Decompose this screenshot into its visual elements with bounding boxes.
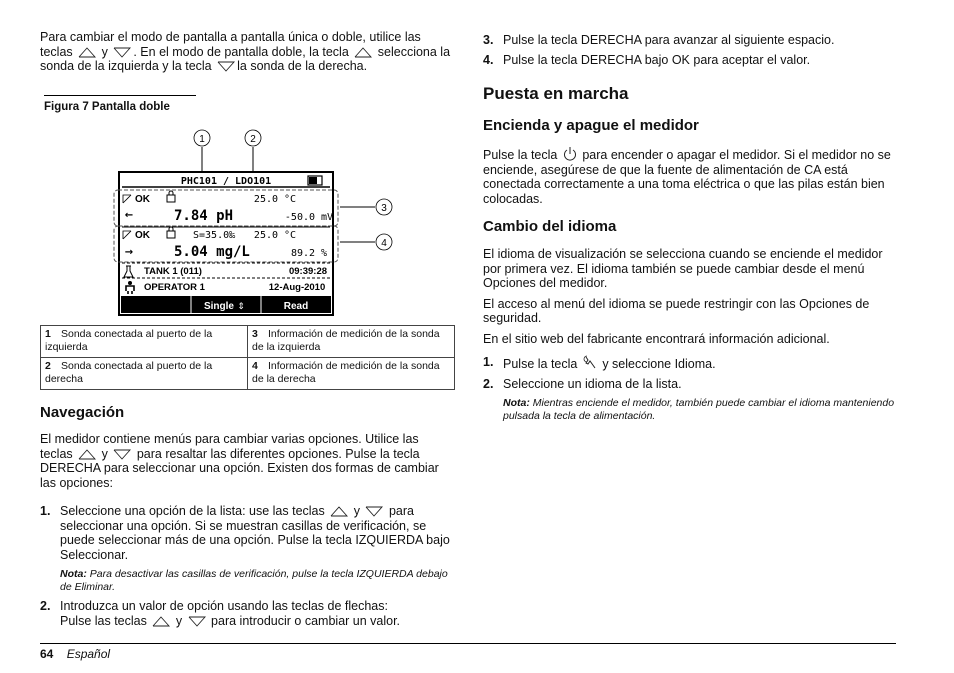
callout-4-label: 4: [381, 238, 387, 249]
language-paragraph-3: En el sitio web del fabricante encontrará información adicional.: [483, 331, 830, 346]
row1-mv: -50.0 mV: [284, 212, 334, 223]
callout-3-label: 3: [381, 203, 387, 214]
power-paragraph: Pulse la tecla para encender o apagar el medidor. Si el medidor no se enciende, asegúrese de que la fuente de alimentación de CA está conectada correctamente a una toma eléctrica o que las pilas están bien colocadas.: [483, 148, 891, 206]
operator-id: OPERATOR 1: [144, 282, 205, 293]
down-arrow-key-icon: [365, 506, 383, 517]
intro-paragraph: Para cambiar el modo de pantalla a pantalla única o doble, utilice las teclas y . En el modo de pantalla doble, la tecla selecciona la sonda de la izquierda y la tecla la sonda de la derecha.: [40, 30, 451, 74]
up-arrow-key-icon: [330, 506, 348, 517]
nav-paragraph: El medidor contiene menús para cambiar varias opciones. Utilice las teclas y para resaltar las diferentes opciones. Pulse la tecla DERECHA para seleccionar una opción. Existen dos formas de cambiar las opciones:: [40, 432, 439, 490]
footer-language: Español: [66, 647, 111, 661]
legend-cell: 2 Sonda conectada al puerto de la derecha: [41, 358, 248, 390]
callout-2-label: 2: [250, 134, 256, 145]
page-footer: [40, 643, 896, 661]
figure-caption: Figura 7 Pantalla doble: [44, 95, 196, 113]
tank-id: TANK 1 (011): [144, 266, 202, 277]
up-arrow-key-icon: [354, 47, 372, 58]
navigation-steps: [40, 504, 452, 629]
down-arrow-key-icon: [113, 47, 131, 58]
left-arrow-icon: ←: [124, 210, 134, 221]
screen-header: PHC101 / LDO101: [180, 176, 272, 187]
row2-status: OK: [135, 230, 150, 241]
heading-puesta-en-marcha: Puesta en marcha: [483, 84, 629, 103]
language-section: [483, 247, 898, 353]
language-steps: [483, 355, 898, 423]
note-2: Nota: Mientras enciende el medidor, también puede cambiar el idioma manteniendo pulsada la tecla de alimentación.: [503, 397, 895, 423]
language-paragraph-2: El acceso al menú del idioma se puede restringir con las Opciones de seguridad.: [483, 296, 870, 326]
row1-temp: 25.0 °C: [253, 194, 297, 205]
legend-cell: 3 Información de medición de la sonda de la izquierda: [248, 326, 455, 358]
up-arrow-key-icon: [78, 449, 96, 460]
row1-status: OK: [135, 194, 150, 205]
step-2: 2. Introduzca un valor de opción usando las teclas de flechas: Pulse las teclas y para introducir o cambiar un valor.: [40, 599, 401, 628]
power-section: [483, 146, 898, 212]
row2-percent: 89.2 %: [290, 248, 328, 259]
step-4: 4. Pulse la tecla DERECHA bajo OK para aceptar el valor.: [483, 52, 811, 67]
up-down-icon: ⇕: [237, 302, 245, 312]
callout-1-label: 1: [199, 134, 205, 145]
heading-cambio-idioma: Cambio del idioma: [483, 218, 617, 235]
down-arrow-key-icon: [217, 61, 235, 72]
page-number: 64: [40, 647, 54, 661]
clock-time: 09:39:28: [288, 266, 328, 277]
figure-caption-wrap: [40, 95, 196, 113]
navigation-section: [40, 432, 452, 496]
note-1: Nota: Para desactivar las casillas de verificación, pulse la tecla IZQUIERDA debajo de Eliminar.: [60, 568, 448, 594]
row2-value: 5.04 mg/L: [174, 244, 250, 260]
figure-legend-table: [40, 325, 455, 390]
wrench-key-icon: [583, 355, 597, 370]
down-arrow-key-icon: [113, 449, 131, 460]
right-steps-top: [483, 33, 898, 67]
step-1: 1. Seleccione una opción de la lista: use las teclas y para seleccionar una opción. Si se muestran casillas de verificación, se puede seleccionar más de una opción. Pulse la tecla IZQUIERDA bajo Seleccionar.: [40, 504, 450, 562]
language-paragraph-1: El idioma de visualización se selecciona cuando se enciende el medidor por primera vez. El idioma también se puede cambiar desde el menú Opciones del medidor.: [483, 247, 883, 291]
heading-encienda: Encienda y apague el medidor: [483, 117, 699, 134]
heading-navegacion: Navegación: [40, 404, 125, 421]
lang-step-2: 2. Seleccione un idioma de la lista.: [483, 376, 682, 391]
operator-icon: [128, 281, 132, 285]
dual-display-figure: [100, 125, 400, 320]
legend-cell: 1 Sonda conectada al puerto de la izquierda: [41, 326, 248, 358]
left-column: [40, 30, 452, 80]
date: 12-Aug-2010: [268, 282, 326, 293]
power-key-icon: [563, 146, 577, 161]
row2-salinity: S=35.0‰: [193, 230, 236, 241]
lang-step-1: 1. Pulse la tecla y seleccione Idioma.: [483, 355, 716, 371]
up-arrow-key-icon: [78, 47, 96, 58]
down-arrow-key-icon: [188, 616, 206, 627]
up-arrow-key-icon: [152, 616, 170, 627]
right-arrow-icon: →: [124, 247, 134, 258]
legend-cell: 4 Información de medición de la sonda de la derecha: [248, 358, 455, 390]
softkey-single[interactable]: Single: [203, 301, 235, 312]
row2-temp: 25.0 °C: [253, 230, 297, 241]
row1-value: 7.84 pH: [174, 208, 234, 224]
softkey-read[interactable]: Read: [283, 301, 309, 312]
step-3: 3. Pulse la tecla DERECHA para avanzar al siguiente espacio.: [483, 33, 835, 47]
